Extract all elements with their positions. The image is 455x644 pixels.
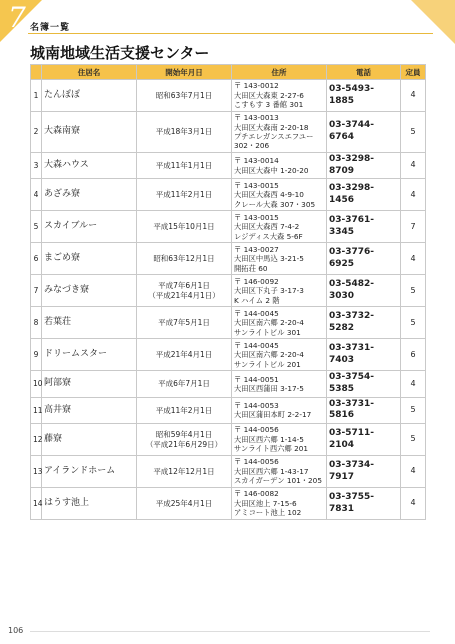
start-date-line: 昭和63年7月1日 <box>155 90 213 100</box>
address-line: 大田区下丸子 3-17-3 <box>234 286 304 296</box>
address-line: 〒 143-0015 <box>234 212 279 222</box>
residence-name: はうす池上 <box>42 488 137 520</box>
residence-name: たんぽぽ <box>42 80 137 112</box>
phone-number: 03-5493-1885 <box>327 80 401 112</box>
table-row <box>31 153 426 179</box>
residence-name: まごめ寮 <box>42 243 137 275</box>
start-date-line: （平成21年4月1日） <box>148 290 220 300</box>
row-number: 3 <box>31 153 42 179</box>
address-line: 〒 146-0092 <box>234 276 279 286</box>
residence-name: 藤寮 <box>42 424 137 456</box>
residence-name: 大森南寮 <box>42 112 137 153</box>
phone-number: 03-3754-5385 <box>327 371 401 397</box>
capacity: 4 <box>401 243 426 275</box>
header-no <box>31 65 42 80</box>
capacity: 5 <box>401 397 426 423</box>
address <box>232 112 327 153</box>
start-date-line: 平成11年2月1日 <box>155 405 213 415</box>
table-row <box>31 211 426 243</box>
chapter-title: 名簿一覧 <box>30 23 71 33</box>
right-corner-decoration <box>411 0 455 44</box>
address-line: 〒 143-0014 <box>234 156 279 166</box>
table-row <box>31 339 426 371</box>
start-date-line: 平成15年10月1日 <box>153 222 215 231</box>
start-date <box>137 371 232 397</box>
address-line: アミコート池上 102 <box>234 508 302 518</box>
address <box>232 488 327 520</box>
start-date <box>137 397 232 423</box>
row-number: 12 <box>31 424 42 456</box>
start-date <box>137 80 232 112</box>
capacity: 5 <box>401 112 426 153</box>
start-date-line: 昭和63年12月1日 <box>153 254 215 263</box>
address-line: 大田区南六郷 2-20-4 <box>234 350 304 360</box>
residence-name: 若葉荘 <box>42 307 137 339</box>
address-line: 302・206 <box>234 141 270 151</box>
address-line: K ハイム 2 階 <box>234 295 280 305</box>
table-row <box>31 488 426 520</box>
address-line: サンライトビル 301 <box>234 327 301 337</box>
row-number: 11 <box>31 397 42 423</box>
address-line: 大田区池上 7-15-6 <box>234 498 297 508</box>
address <box>232 397 327 423</box>
address-line: 大田区蒲田本町 2-2-17 <box>234 410 312 420</box>
phone-number: 03-3731-5816 <box>327 397 401 423</box>
address <box>232 179 327 211</box>
address-line: 大田区大森中 1-20-20 <box>234 165 309 175</box>
phone-number: 03-3755-7831 <box>327 488 401 520</box>
phone-number: 03-3298-1456 <box>327 179 401 211</box>
residence-table <box>30 64 426 520</box>
phone-number: 03-5711-2104 <box>327 424 401 456</box>
capacity: 4 <box>401 456 426 488</box>
address-line: 〒 143-0012 <box>234 81 279 91</box>
row-number: 2 <box>31 112 42 153</box>
residence-name: ドリームスター <box>42 339 137 371</box>
residence-name: スカイブルー <box>42 211 137 243</box>
capacity: 5 <box>401 307 426 339</box>
start-date <box>137 112 232 153</box>
address-line: サンライトビル 201 <box>234 359 301 369</box>
row-number: 4 <box>31 179 42 211</box>
address-line: こすもす 3 番館 301 <box>234 100 304 110</box>
address-line: 大田区中馬込 3-21-5 <box>234 254 304 264</box>
row-number: 13 <box>31 456 42 488</box>
page-number: 106 <box>8 626 24 635</box>
address-line: 〒 144-0056 <box>234 457 279 467</box>
capacity: 5 <box>401 424 426 456</box>
phone-number: 03-5482-3030 <box>327 275 401 307</box>
start-date-line: （平成21年6月29日） <box>145 439 223 449</box>
address-line: 〒 143-0027 <box>234 244 279 254</box>
address-line: 〒 144-0045 <box>234 308 279 318</box>
table-row <box>31 424 426 456</box>
address-line: 大田区南六郷 2-20-4 <box>234 318 304 328</box>
row-number: 10 <box>31 371 42 397</box>
residence-name: あざみ寮 <box>42 179 137 211</box>
address-line: 〒 144-0045 <box>234 340 279 350</box>
start-date-line: 平成7年5月1日 <box>158 318 210 327</box>
address-line: スカイガーデン 101・205 <box>234 476 322 486</box>
address <box>232 307 327 339</box>
chapter-number: 7 <box>8 1 26 34</box>
residence-name: 高井寮 <box>42 397 137 423</box>
address-line: 大田区西六郷 1-14-5 <box>234 434 304 444</box>
capacity: 4 <box>401 371 426 397</box>
table-row <box>31 371 426 397</box>
address-line: 〒 144-0053 <box>234 400 279 410</box>
start-date-line: 平成11年1月1日 <box>155 160 213 170</box>
address-line: 〒 144-0051 <box>234 374 279 384</box>
address <box>232 243 327 275</box>
table-row <box>31 275 426 307</box>
phone-number: 03-3298-8709 <box>327 153 401 179</box>
capacity: 4 <box>401 153 426 179</box>
header-start-date: 開始年月日 <box>137 65 232 80</box>
row-number: 8 <box>31 307 42 339</box>
address-line: 〒 143-0013 <box>234 113 279 123</box>
row-number: 14 <box>31 488 42 520</box>
table-header-row <box>31 65 426 80</box>
address <box>232 371 327 397</box>
phone-number: 03-3776-6925 <box>327 243 401 275</box>
start-date-line: 平成12年12月1日 <box>153 466 215 476</box>
header-tel: 電話 <box>327 65 401 80</box>
phone-number: 03-3731-7403 <box>327 339 401 371</box>
start-date <box>137 307 232 339</box>
table-row <box>31 456 426 488</box>
address-line: 〒 143-0015 <box>234 180 279 190</box>
address-line: 大田区西蒲田 3-17-5 <box>234 384 304 394</box>
table-row <box>31 397 426 423</box>
capacity: 5 <box>401 275 426 307</box>
address-line: 開拓荘 60 <box>234 263 268 273</box>
address-line: レジディス大森 5-6F <box>234 231 303 241</box>
address <box>232 456 327 488</box>
capacity: 4 <box>401 80 426 112</box>
residence-name: 大森ハウス <box>42 153 137 179</box>
phone-number: 03-3761-3345 <box>327 211 401 243</box>
header-capacity: 定員 <box>401 65 426 80</box>
address-line: 〒 146-0082 <box>234 489 279 499</box>
table-row <box>31 179 426 211</box>
address-line: 大田区大森西 4-9-10 <box>234 190 304 200</box>
table-row <box>31 307 426 339</box>
capacity: 7 <box>401 211 426 243</box>
phone-number: 03-3744-6764 <box>327 112 401 153</box>
residence-name: アイランドホーム <box>42 456 137 488</box>
table-row <box>31 80 426 112</box>
start-date <box>137 211 232 243</box>
capacity: 4 <box>401 488 426 520</box>
start-date-line: 平成18年3月1日 <box>155 127 213 137</box>
start-date <box>137 424 232 456</box>
row-number: 7 <box>31 275 42 307</box>
row-number: 9 <box>31 339 42 371</box>
page-title: 城南地域生活支援センター <box>30 44 210 62</box>
address-line: 〒 144-0056 <box>234 425 279 435</box>
address-line: 大田区大森西 7-4-2 <box>234 222 300 232</box>
address <box>232 424 327 456</box>
start-date-line: 平成6年7月1日 <box>158 379 210 389</box>
address-line: 大田区大森南 2-20-18 <box>234 122 309 132</box>
start-date <box>137 179 232 211</box>
header-address: 住所 <box>232 65 327 80</box>
capacity: 4 <box>401 179 426 211</box>
address <box>232 211 327 243</box>
row-number: 1 <box>31 80 42 112</box>
start-date <box>137 153 232 179</box>
start-date <box>137 275 232 307</box>
address-line: サンライト西六郷 201 <box>234 444 309 454</box>
table-row <box>31 112 426 153</box>
footer-divider <box>30 631 430 632</box>
capacity: 6 <box>401 339 426 371</box>
header-name: 住居名 <box>42 65 137 80</box>
start-date-line: 平成21年4月1日 <box>155 350 213 359</box>
address <box>232 339 327 371</box>
start-date <box>137 456 232 488</box>
start-date-line: 平成11年2月1日 <box>155 190 213 199</box>
row-number: 5 <box>31 211 42 243</box>
address <box>232 275 327 307</box>
start-date-line: 平成25年4月1日 <box>155 498 213 508</box>
chapter-divider <box>28 33 433 34</box>
address-line: 大田区大森東 2-27-6 <box>234 90 304 100</box>
address-line: プチエレガンスエフユー <box>234 132 314 141</box>
address <box>232 80 327 112</box>
phone-number: 03-3734-7917 <box>327 456 401 488</box>
address-line: 大田区西六郷 1-43-17 <box>234 466 309 476</box>
residence-name: 阿部寮 <box>42 371 137 397</box>
table-row <box>31 243 426 275</box>
row-number: 6 <box>31 243 42 275</box>
start-date <box>137 488 232 520</box>
phone-number: 03-3732-5282 <box>327 307 401 339</box>
start-date-line: 昭和59年4月1日 <box>155 429 213 439</box>
residence-name: みなづき寮 <box>42 275 137 307</box>
start-date-line: 平成7年6月1日 <box>158 281 210 291</box>
start-date <box>137 339 232 371</box>
address <box>232 153 327 179</box>
start-date <box>137 243 232 275</box>
address-line: クレール大森 307・305 <box>234 199 316 209</box>
